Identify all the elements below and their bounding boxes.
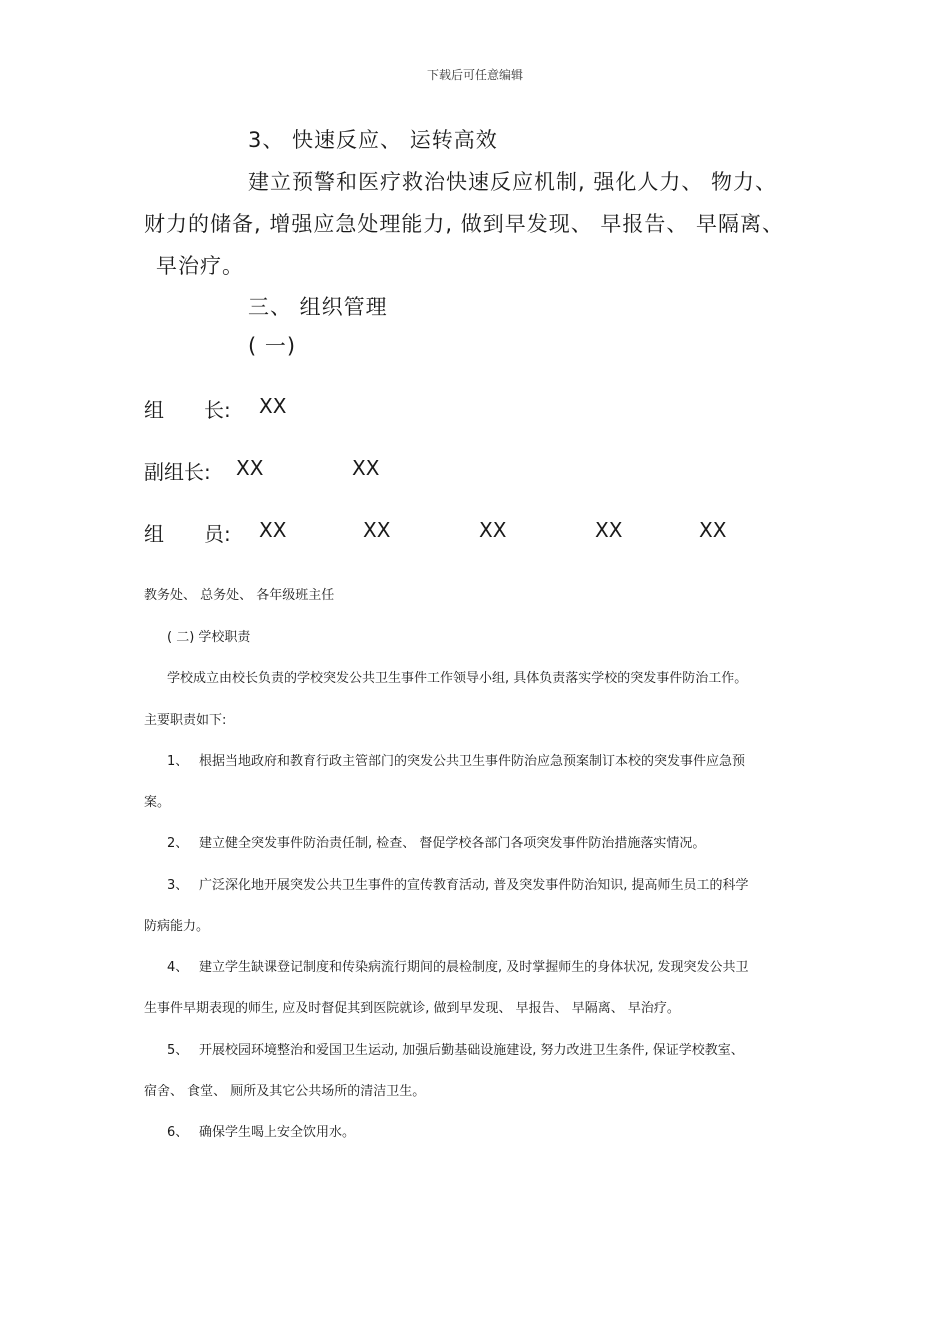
duty-item-4-line-1: 建立学生缺课登记制度和传染病流行期间的晨检制度, 及时掌握师生的身体状况, 发现突发公共卫 — [199, 960, 749, 975]
member-name-4: XX — [595, 518, 623, 542]
school-duty-heading: ( 二) 学校职责 — [167, 630, 251, 645]
school-duty-intro-line-2: 主要职责如下: — [144, 713, 227, 728]
member-name-5: XX — [699, 518, 727, 542]
page-header-note: 下载后可任意编辑 — [426, 68, 523, 82]
duty-item-6-line-1: 确保学生喝上安全饮用水。 — [199, 1125, 356, 1140]
school-duty-intro-line-1: 学校成立由校长负责的学校突发公共卫生事件工作领导小组, 具体负责落实学校的突发事件防治工作。 — [167, 671, 748, 686]
duty-item-1-line-1: 根据当地政府和教育行政主管部门的突发公共卫生事件防治应急预案制订本校的突发事件应急预 — [199, 754, 746, 769]
duty-item-3-number: 3、 — [167, 878, 189, 893]
duty-item-5-line-2: 宿舍、 食堂、 厕所及其它公共场所的清洁卫生。 — [144, 1084, 426, 1099]
leader-label: 组 长: — [144, 398, 231, 422]
member-name-2: XX — [363, 518, 391, 542]
duty-item-3-line-2: 防病能力。 — [144, 919, 210, 934]
member-label: 组 员: — [144, 522, 231, 546]
duty-item-4-line-2: 生事件早期表现的师生, 应及时督促其到医院就诊, 做到早发现、 早报告、 早隔离、 早治疗。 — [144, 1001, 680, 1016]
duty-item-1-number: 1、 — [167, 754, 189, 769]
section-3-heading: 3、 快速反应、 运转高效 — [248, 128, 498, 152]
duty-item-5-number: 5、 — [167, 1043, 189, 1058]
deputy-name-1: XX — [236, 456, 264, 480]
deputy-label: 副组长: — [144, 460, 211, 484]
deputy-name-2: XX — [352, 456, 380, 480]
member-name-3: XX — [479, 518, 507, 542]
section-3-para-line-3: 早治疗。 — [156, 254, 244, 278]
duty-item-5-line-1: 开展校园环境整治和爱国卫生运动, 加强后勤基础设施建设, 努力改进卫生条件, 保证学校教室、 — [199, 1043, 744, 1058]
org-subheading: ( 一) — [248, 334, 297, 358]
duty-item-3-line-1: 广泛深化地开展突发公共卫生事件的宣传教育活动, 普及突发事件防治知识, 提高师生员工的科学 — [199, 878, 749, 893]
departments-text: 教务处、 总务处、 各年级班主任 — [144, 588, 335, 603]
member-name-1: XX — [259, 518, 287, 542]
section-3-para-line-1: 建立预警和医疗救治快速反应机制, 强化人力、 物力、 — [248, 170, 778, 194]
duty-item-4-number: 4、 — [167, 960, 189, 975]
duty-item-6-number: 6、 — [167, 1125, 189, 1140]
leader-name: XX — [259, 394, 287, 418]
duty-item-2-number: 2、 — [167, 836, 189, 851]
section-3-para-line-2: 财力的储备, 增强应急处理能力, 做到早发现、 早报告、 早隔离、 — [144, 212, 785, 236]
org-heading: 三、 组织管理 — [248, 295, 388, 319]
duty-item-1-line-2: 案。 — [144, 795, 171, 810]
duty-item-2-line-1: 建立健全突发事件防治责任制, 检查、 督促学校各部门各项突发事件防治措施落实情况。 — [199, 836, 706, 851]
